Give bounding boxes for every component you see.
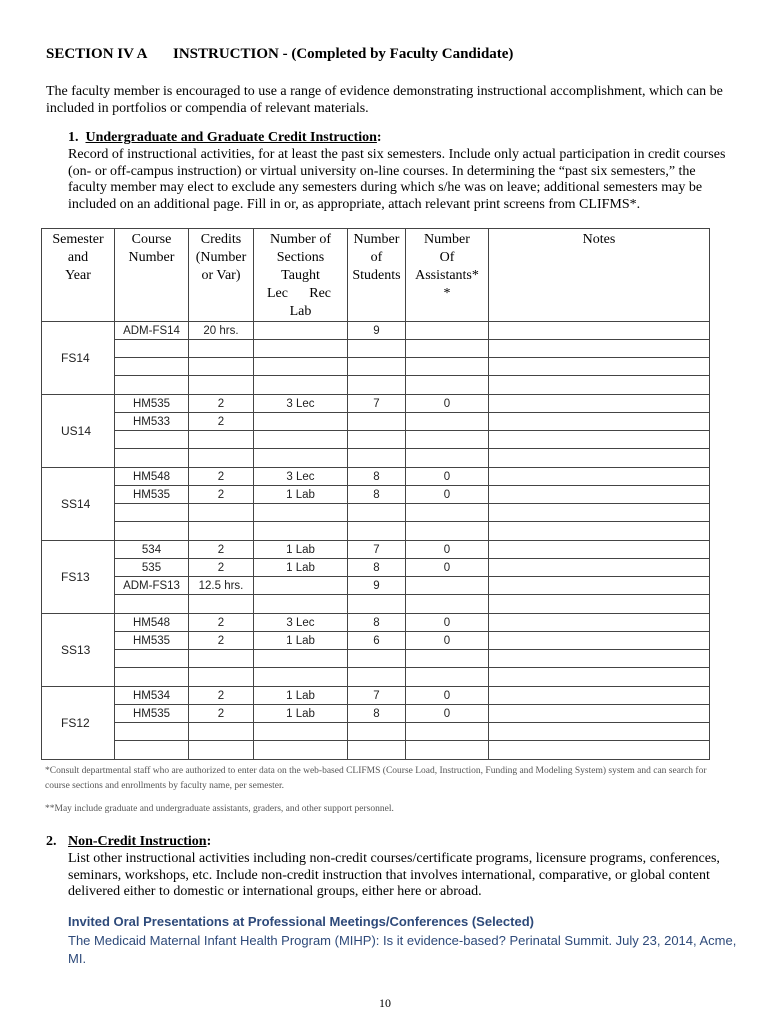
credits-cell bbox=[189, 358, 254, 376]
footnote-clifms: *Consult departmental staff who are authorized to enter data on the web-based CLIFMS (Course Load, Instruction, Funding and Modeling System) system and can search for course sections and enrollments by faculty name, per semester. bbox=[45, 766, 707, 791]
students-cell bbox=[348, 340, 406, 358]
item2-title: Non-Credit Instruction bbox=[68, 834, 207, 849]
assistants-cell bbox=[406, 741, 489, 760]
semester-cell: SS13 bbox=[42, 614, 115, 687]
sections-cell bbox=[254, 577, 348, 595]
course-cell: ADM-FS14 bbox=[115, 322, 189, 340]
sections-cell bbox=[254, 668, 348, 687]
sections-cell bbox=[254, 358, 348, 376]
students-cell: 7 bbox=[348, 395, 406, 413]
assistants-cell bbox=[406, 522, 489, 541]
sections-cell bbox=[254, 504, 348, 522]
sections-cell bbox=[254, 322, 348, 340]
table-row bbox=[42, 395, 710, 413]
assistants-cell: 0 bbox=[406, 632, 489, 650]
table-row bbox=[42, 340, 710, 358]
header-notes: Notes bbox=[489, 229, 710, 322]
item2-colon: : bbox=[206, 834, 212, 849]
course-cell: HM533 bbox=[115, 413, 189, 431]
course-cell: 535 bbox=[115, 559, 189, 577]
assistants-cell bbox=[406, 376, 489, 395]
semester-cell: FS12 bbox=[42, 687, 115, 760]
sections-cell: 1 Lab bbox=[254, 705, 348, 723]
notes-cell bbox=[489, 504, 710, 522]
sections-cell bbox=[254, 723, 348, 741]
sections-cell bbox=[254, 340, 348, 358]
assistants-cell: 0 bbox=[406, 614, 489, 632]
assistants-cell: 0 bbox=[406, 559, 489, 577]
credits-cell bbox=[189, 376, 254, 395]
header-course: Course Number bbox=[115, 229, 189, 322]
section-title: INSTRUCTION - (Completed by Faculty Candidate) bbox=[173, 46, 514, 62]
invited-presentations-heading: Invited Oral Presentations at Professional Meetings/Conferences (Selected) bbox=[68, 914, 534, 929]
credits-cell bbox=[189, 449, 254, 468]
table-row bbox=[42, 559, 710, 577]
item1-body: Record of instructional activities, for at least the past six semesters. Include only actual participation in credit courses (on- or off-campus instruction) or virtual university on-line courses. In determining the “past six semesters,” the faculty member may elect to exclude any semesters during which s/he was on leave; additional semesters may be included on an additional page. Fill in or, as appropriate, attach relevant print screens from CLIFMS*. bbox=[68, 147, 726, 212]
credits-cell: 2 bbox=[189, 541, 254, 559]
assistants-cell: 0 bbox=[406, 541, 489, 559]
students-cell: 7 bbox=[348, 541, 406, 559]
notes-cell bbox=[489, 741, 710, 760]
table-row bbox=[42, 687, 710, 705]
item1-number: 1. bbox=[68, 130, 79, 145]
course-cell bbox=[115, 522, 189, 541]
students-cell bbox=[348, 376, 406, 395]
table-row bbox=[42, 632, 710, 650]
sections-cell: 1 Lab bbox=[254, 632, 348, 650]
assistants-cell: 0 bbox=[406, 486, 489, 504]
notes-cell bbox=[489, 431, 710, 449]
students-cell: 8 bbox=[348, 559, 406, 577]
header-sections: Number of Sections Taught Lec Rec Lab bbox=[254, 229, 348, 322]
credits-cell bbox=[189, 340, 254, 358]
students-cell: 6 bbox=[348, 632, 406, 650]
course-cell: 534 bbox=[115, 541, 189, 559]
students-cell bbox=[348, 522, 406, 541]
credits-cell: 20 hrs. bbox=[189, 322, 254, 340]
table-row bbox=[42, 577, 710, 595]
notes-cell bbox=[489, 668, 710, 687]
notes-cell bbox=[489, 449, 710, 468]
table-row bbox=[42, 413, 710, 431]
students-cell bbox=[348, 595, 406, 614]
semester-cell: US14 bbox=[42, 395, 115, 468]
sections-cell: 3 Lec bbox=[254, 395, 348, 413]
credits-cell: 2 bbox=[189, 632, 254, 650]
course-cell bbox=[115, 431, 189, 449]
course-cell bbox=[115, 741, 189, 760]
sections-cell bbox=[254, 650, 348, 668]
item2-number: 2. bbox=[46, 834, 57, 849]
assistants-cell bbox=[406, 577, 489, 595]
notes-cell bbox=[489, 723, 710, 741]
item2-body: List other instructional activities including non-credit courses/certificate programs, licensure programs, conferences, seminars, workshops, etc. Include non-credit instruction that involves international, comparative, or global content delivered either to domestic or international groups, either here or abroad. bbox=[68, 851, 720, 899]
course-cell: HM535 bbox=[115, 395, 189, 413]
section-label: SECTION IV A bbox=[46, 46, 148, 62]
table-row bbox=[42, 322, 710, 340]
table-row bbox=[42, 650, 710, 668]
header-semester: Semester and Year bbox=[42, 229, 115, 322]
course-cell bbox=[115, 650, 189, 668]
header-assistants: Number Of Assistants* * bbox=[406, 229, 489, 322]
credits-cell bbox=[189, 668, 254, 687]
credits-cell: 2 bbox=[189, 705, 254, 723]
table-row bbox=[42, 614, 710, 632]
table-row bbox=[42, 468, 710, 486]
notes-cell bbox=[489, 687, 710, 705]
course-cell bbox=[115, 340, 189, 358]
credits-cell: 2 bbox=[189, 486, 254, 504]
students-cell: 8 bbox=[348, 614, 406, 632]
sections-cell bbox=[254, 413, 348, 431]
invited-presentation-entry: The Medicaid Maternal Infant Health Program (MIHP): Is it evidence-based? Perinatal Summit. July 23, 2014, Acme, MI. bbox=[68, 933, 737, 966]
assistants-cell bbox=[406, 595, 489, 614]
course-cell bbox=[115, 723, 189, 741]
footnote-assistants: **May include graduate and undergraduate assistants, graders, and other support personnel. bbox=[45, 804, 394, 814]
credits-cell bbox=[189, 595, 254, 614]
credits-cell bbox=[189, 650, 254, 668]
notes-cell bbox=[489, 632, 710, 650]
assistants-cell bbox=[406, 322, 489, 340]
credits-cell bbox=[189, 723, 254, 741]
students-cell bbox=[348, 504, 406, 522]
header-students: Number of Students bbox=[348, 229, 406, 322]
table-body bbox=[42, 322, 710, 760]
students-cell: 9 bbox=[348, 322, 406, 340]
semester-cell: FS14 bbox=[42, 322, 115, 395]
course-cell: ADM-FS13 bbox=[115, 577, 189, 595]
course-cell: HM535 bbox=[115, 705, 189, 723]
assistants-cell bbox=[406, 650, 489, 668]
notes-cell bbox=[489, 376, 710, 395]
course-cell: HM548 bbox=[115, 468, 189, 486]
assistants-cell: 0 bbox=[406, 705, 489, 723]
course-cell: HM535 bbox=[115, 486, 189, 504]
credits-cell bbox=[189, 522, 254, 541]
assistants-cell bbox=[406, 413, 489, 431]
students-cell: 7 bbox=[348, 687, 406, 705]
course-cell: HM535 bbox=[115, 632, 189, 650]
header-credits: Credits (Number or Var) bbox=[189, 229, 254, 322]
table-row bbox=[42, 486, 710, 504]
credits-cell: 2 bbox=[189, 395, 254, 413]
students-cell bbox=[348, 723, 406, 741]
course-cell bbox=[115, 376, 189, 395]
sections-cell: 3 Lec bbox=[254, 614, 348, 632]
assistants-cell bbox=[406, 504, 489, 522]
sections-cell: 1 Lab bbox=[254, 486, 348, 504]
students-cell bbox=[348, 358, 406, 376]
notes-cell bbox=[489, 595, 710, 614]
sections-cell bbox=[254, 431, 348, 449]
table-row bbox=[42, 449, 710, 468]
table-row bbox=[42, 504, 710, 522]
assistants-cell bbox=[406, 723, 489, 741]
course-cell: HM548 bbox=[115, 614, 189, 632]
credits-cell: 2 bbox=[189, 468, 254, 486]
notes-cell bbox=[489, 650, 710, 668]
assistants-cell bbox=[406, 431, 489, 449]
course-cell bbox=[115, 358, 189, 376]
table-row bbox=[42, 541, 710, 559]
sections-cell bbox=[254, 522, 348, 541]
credits-cell: 12.5 hrs. bbox=[189, 577, 254, 595]
notes-cell bbox=[489, 614, 710, 632]
notes-cell bbox=[489, 559, 710, 577]
table-row bbox=[42, 376, 710, 395]
students-cell bbox=[348, 668, 406, 687]
notes-cell bbox=[489, 358, 710, 376]
item2-heading bbox=[46, 834, 211, 850]
table-row bbox=[42, 595, 710, 614]
sections-cell: 3 Lec bbox=[254, 468, 348, 486]
page-number: 10 bbox=[379, 996, 391, 1010]
credits-cell bbox=[189, 741, 254, 760]
sections-cell: 1 Lab bbox=[254, 541, 348, 559]
item1-colon: : bbox=[376, 130, 382, 145]
instruction-table bbox=[41, 228, 710, 760]
notes-cell bbox=[489, 413, 710, 431]
table-row bbox=[42, 741, 710, 760]
assistants-cell bbox=[406, 358, 489, 376]
credits-cell bbox=[189, 504, 254, 522]
notes-cell bbox=[489, 395, 710, 413]
credits-cell: 2 bbox=[189, 559, 254, 577]
notes-cell bbox=[489, 577, 710, 595]
sections-cell bbox=[254, 741, 348, 760]
sections-cell: 1 Lab bbox=[254, 687, 348, 705]
credits-cell: 2 bbox=[189, 614, 254, 632]
students-cell bbox=[348, 741, 406, 760]
credits-cell bbox=[189, 431, 254, 449]
table-row bbox=[42, 723, 710, 741]
students-cell bbox=[348, 449, 406, 468]
sections-cell bbox=[254, 376, 348, 395]
course-cell bbox=[115, 668, 189, 687]
section-heading bbox=[46, 46, 513, 63]
credits-cell: 2 bbox=[189, 413, 254, 431]
intro-paragraph: The faculty member is encouraged to use a range of evidence demonstrating instructional accomplishment, which can be included in portfolios or compendia of relevant materials. bbox=[46, 84, 723, 116]
notes-cell bbox=[489, 340, 710, 358]
assistants-cell bbox=[406, 340, 489, 358]
assistants-cell: 0 bbox=[406, 395, 489, 413]
students-cell bbox=[348, 650, 406, 668]
notes-cell bbox=[489, 468, 710, 486]
assistants-cell: 0 bbox=[406, 468, 489, 486]
table-row bbox=[42, 431, 710, 449]
table-header-row bbox=[42, 229, 710, 322]
semester-cell: SS14 bbox=[42, 468, 115, 541]
sections-cell: 1 Lab bbox=[254, 559, 348, 577]
course-cell bbox=[115, 449, 189, 468]
assistants-cell bbox=[406, 449, 489, 468]
students-cell: 9 bbox=[348, 577, 406, 595]
course-cell bbox=[115, 595, 189, 614]
notes-cell bbox=[489, 486, 710, 504]
students-cell bbox=[348, 431, 406, 449]
assistants-cell bbox=[406, 668, 489, 687]
semester-cell: FS13 bbox=[42, 541, 115, 614]
item1-title: Undergraduate and Graduate Credit Instruction bbox=[85, 130, 377, 145]
table-row bbox=[42, 705, 710, 723]
credits-cell: 2 bbox=[189, 687, 254, 705]
notes-cell bbox=[489, 522, 710, 541]
students-cell bbox=[348, 413, 406, 431]
notes-cell bbox=[489, 541, 710, 559]
students-cell: 8 bbox=[348, 486, 406, 504]
students-cell: 8 bbox=[348, 468, 406, 486]
table-row bbox=[42, 522, 710, 541]
assistants-cell: 0 bbox=[406, 687, 489, 705]
course-cell bbox=[115, 504, 189, 522]
notes-cell bbox=[489, 705, 710, 723]
item1-heading bbox=[68, 130, 382, 146]
notes-cell bbox=[489, 322, 710, 340]
course-cell: HM534 bbox=[115, 687, 189, 705]
sections-cell bbox=[254, 595, 348, 614]
sections-cell bbox=[254, 449, 348, 468]
table-row bbox=[42, 668, 710, 687]
students-cell: 8 bbox=[348, 705, 406, 723]
table-row bbox=[42, 358, 710, 376]
